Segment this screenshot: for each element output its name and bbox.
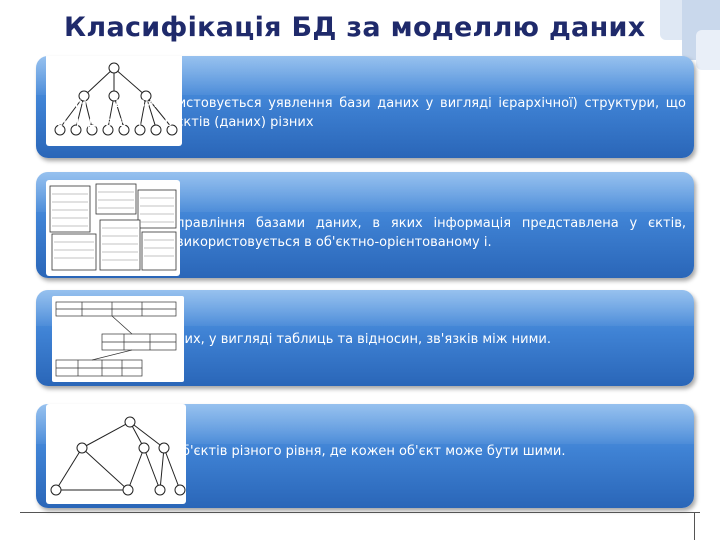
relational-tables-image [36,290,176,386]
card-text: них, у вигляді таблиць та відносин, зв'язків між ними. [176,332,551,347]
footer-divider-vertical [694,512,695,540]
card-network-model [36,404,694,508]
card-text: • аних, де використовується уявлення бази даних у вигляді ієрархічної) структури, що складається з об'єктів (даних) різних [56,96,686,130]
card-hierarchical-model [36,56,694,158]
object-tables-image [36,172,176,278]
slide-title: Класифікація БД за моделлю даних [64,12,646,43]
network-graph-image [36,404,176,508]
footer-divider [20,512,700,513]
card-relational-model [36,290,694,386]
card-text: правління базами даних, в яких інформація представлена у єктів, використовується в об'єктно-орієнтованому і. [176,216,686,250]
card-object-model [36,172,694,278]
card-text: об'єктів різного рівня, де кожен об'єкт може бути шими. [174,444,566,459]
